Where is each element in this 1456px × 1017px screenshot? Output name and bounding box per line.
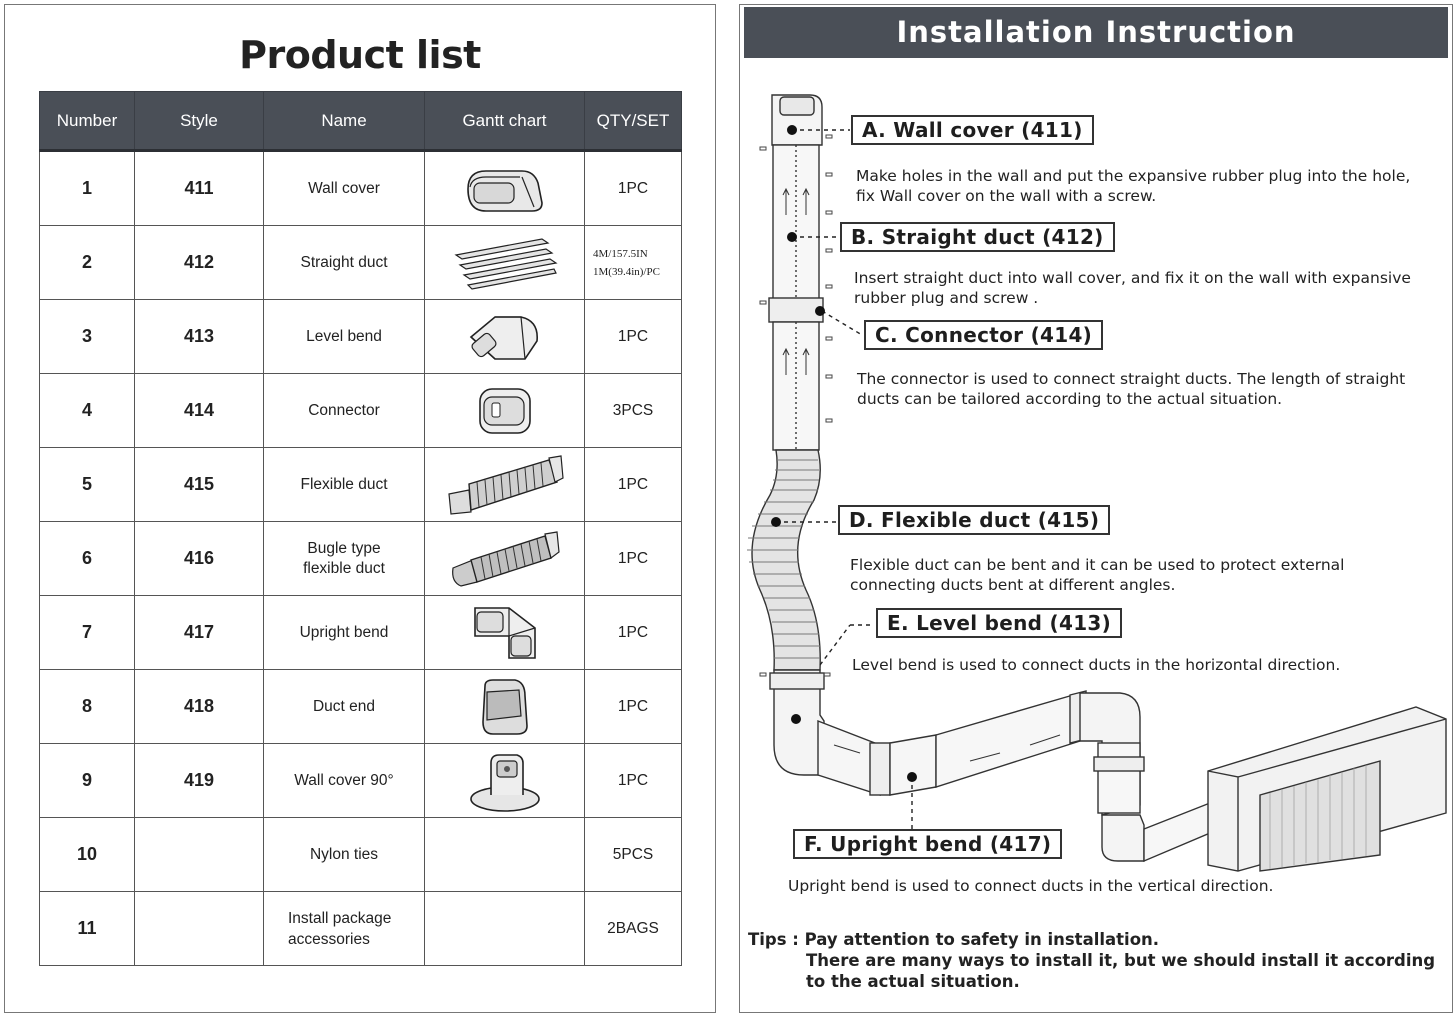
name-line: accessories (288, 930, 370, 948)
row-style: 419 (135, 744, 264, 818)
desc-line: Flexible duct can be bent and it can be used to protect external (850, 556, 1345, 574)
table-row (40, 818, 682, 892)
product-table (39, 91, 682, 966)
tips-text: Pay attention to safety in installation. (804, 930, 1160, 949)
row-name: Duct end (264, 670, 425, 744)
straight-duct-icon (450, 233, 560, 293)
desc-line: Insert straight duct into wall cover, and fix it on the wall with expansive (854, 269, 1411, 287)
row-image (425, 818, 585, 892)
connector-icon (470, 381, 540, 441)
row-style: 413 (135, 300, 264, 374)
row-qty: 5PCS (585, 818, 682, 892)
duct-end-icon (475, 676, 535, 738)
row-number: 3 (40, 300, 135, 374)
installation-panel (739, 4, 1453, 1013)
desc-line: Make holes in the wall and put the expansive rubber plug into the hole, (856, 167, 1411, 185)
row-qty (585, 226, 682, 300)
qty-line: 4M/157.5IN (593, 247, 648, 260)
table-row (40, 522, 682, 596)
row-qty: 3PCS (585, 374, 682, 448)
header-gantt-chart: Gantt chart (425, 92, 585, 151)
row-image (425, 596, 585, 670)
table-row (40, 374, 682, 448)
desc-line: fix Wall cover on the wall with a screw. (856, 187, 1157, 205)
row-number: 7 (40, 596, 135, 670)
row-qty: 1PC (585, 448, 682, 522)
row-name: Straight duct (264, 226, 425, 300)
step-label-upright-bend: F. Upright bend (417) (793, 829, 1062, 859)
step-label-connector: C. Connector (414) (864, 320, 1103, 350)
row-style: 418 (135, 670, 264, 744)
flexible-duct-icon (445, 454, 565, 516)
row-name: Flexible duct (264, 448, 425, 522)
row-image (425, 151, 585, 226)
name-line: Install package (288, 909, 392, 927)
row-number: 10 (40, 818, 135, 892)
row-qty: 1PC (585, 744, 682, 818)
desc-line: ducts can be tailored according to the actual situation. (857, 390, 1283, 408)
header-style: Style (135, 92, 264, 151)
row-qty: 2BAGS (585, 892, 682, 966)
row-style: 414 (135, 374, 264, 448)
step-desc-connector (857, 369, 1405, 409)
row-qty: 1PC (585, 300, 682, 374)
row-style (135, 892, 264, 966)
row-image (425, 892, 585, 966)
qty-line: 1M(39.4in)/PC (593, 265, 660, 278)
row-name: Connector (264, 374, 425, 448)
table-row (40, 892, 682, 966)
table-row (40, 596, 682, 670)
desc-line: Level bend is used to connect ducts in the horizontal direction. (852, 656, 1341, 674)
name-line: flexible duct (303, 559, 385, 577)
desc-line: connecting ducts bent at different angles. (850, 576, 1176, 594)
row-image (425, 226, 585, 300)
table-row (40, 448, 682, 522)
row-image (425, 300, 585, 374)
row-name: Upright bend (264, 596, 425, 670)
header-number: Number (40, 92, 135, 151)
row-number: 6 (40, 522, 135, 596)
level-bend-icon (465, 307, 545, 367)
step-desc-level-bend (852, 655, 1340, 675)
row-image (425, 670, 585, 744)
row-name: Nylon ties (264, 818, 425, 892)
tips-line (748, 929, 1435, 950)
row-number: 2 (40, 226, 135, 300)
wall-cover-90-icon (465, 749, 545, 813)
row-number: 4 (40, 374, 135, 448)
row-name (264, 522, 425, 596)
name-line: Bugle type (307, 539, 381, 557)
table-row (40, 226, 682, 300)
row-image (425, 448, 585, 522)
row-style: 411 (135, 151, 264, 226)
wall-cover-icon (460, 159, 550, 219)
step-label-level-bend: E. Level bend (413) (876, 608, 1122, 638)
product-list-panel (4, 4, 716, 1013)
step-desc-wall-cover (856, 166, 1410, 206)
step-desc-flexible-duct (850, 555, 1344, 595)
row-number: 11 (40, 892, 135, 966)
row-name: Wall cover 90° (264, 744, 425, 818)
row-name (264, 892, 425, 966)
header-qty-set: QTY/SET (585, 92, 682, 151)
row-style: 415 (135, 448, 264, 522)
row-style (135, 818, 264, 892)
row-qty: 1PC (585, 151, 682, 226)
row-qty: 1PC (585, 670, 682, 744)
row-style: 416 (135, 522, 264, 596)
tips-prefix: Tips : (748, 930, 799, 949)
table-row (40, 300, 682, 374)
tips-section (748, 929, 1435, 992)
table-row (40, 151, 682, 226)
desc-line: rubber plug and screw . (854, 289, 1039, 307)
table-row (40, 670, 682, 744)
upright-bend-icon (465, 602, 545, 664)
row-style: 417 (135, 596, 264, 670)
row-qty: 1PC (585, 522, 682, 596)
row-image (425, 374, 585, 448)
row-name: Wall cover (264, 151, 425, 226)
tips-line: to the actual situation. (806, 972, 1020, 991)
tips-line: There are many ways to install it, but we should install it according (806, 951, 1436, 970)
desc-line: The connector is used to connect straight ducts. The length of straight (857, 370, 1406, 388)
row-qty: 1PC (585, 596, 682, 670)
installation-title: Installation Instruction (744, 7, 1448, 58)
row-number: 5 (40, 448, 135, 522)
row-style: 412 (135, 226, 264, 300)
step-label-wall-cover: A. Wall cover (411) (851, 115, 1094, 145)
row-image (425, 744, 585, 818)
table-header-row (40, 92, 682, 151)
row-number: 1 (40, 151, 135, 226)
desc-line: Upright bend is used to connect ducts in the vertical direction. (788, 877, 1274, 895)
step-desc-straight-duct (854, 268, 1411, 308)
bugle-duct-icon (447, 528, 563, 590)
step-label-flexible-duct: D. Flexible duct (415) (838, 505, 1110, 535)
product-list-title: Product list (239, 33, 481, 77)
row-number: 9 (40, 744, 135, 818)
step-desc-upright-bend (788, 876, 1273, 896)
step-label-straight-duct: B. Straight duct (412) (840, 222, 1115, 252)
header-name: Name (264, 92, 425, 151)
row-name: Level bend (264, 300, 425, 374)
table-row (40, 744, 682, 818)
row-image (425, 522, 585, 596)
row-number: 8 (40, 670, 135, 744)
